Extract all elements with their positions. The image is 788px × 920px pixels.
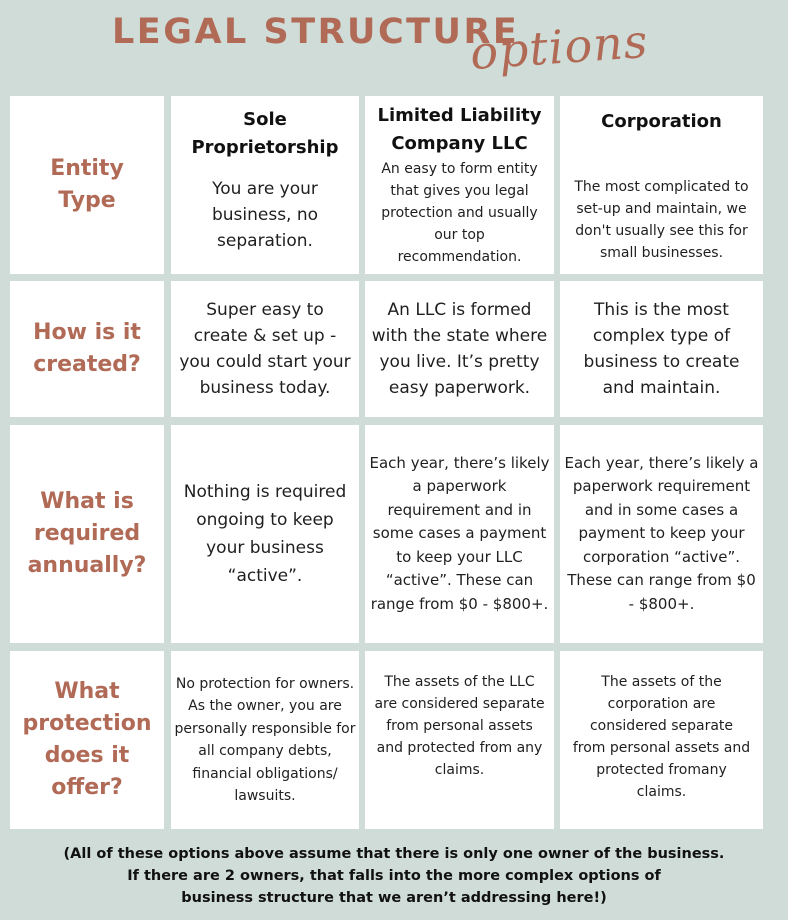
protection-llc-text: The assets of the LLC are considered separate from personal assets and protected from any claims.	[374, 674, 545, 778]
cell-protection-corp	[560, 651, 763, 829]
row-header-annual	[10, 425, 164, 643]
footer-line-2: If there are 2 owners, that falls into the more complex options of	[127, 868, 661, 884]
cell-protection-llc	[365, 651, 554, 829]
created-sole-text: Super easy to create & set up - you could start your business today.	[179, 300, 351, 398]
cell-annual-sole	[171, 425, 359, 643]
row-label-protection: What protection does it offer?	[22, 679, 152, 800]
col-header-corp: Corporation	[601, 111, 722, 132]
footer-line-1: (All of these options above assume that there is only one owner of the business.	[63, 846, 725, 862]
entity-llc-text: An easy to form entity that gives you legal protection and usually our top recommendation.	[381, 161, 538, 265]
row-label-entity: Entity Type	[50, 156, 124, 213]
cell-created-corp	[560, 281, 763, 417]
title	[0, 0, 788, 90]
title-main: LEGAL STRUCTURE	[112, 12, 520, 52]
annual-llc-text: Each year, there’s likely a paperwork requirement and in some cases a payment to keep your LLC “active”. These can range from $0 - $800+.	[369, 453, 550, 613]
col-header-sole: Sole Proprietorship	[191, 109, 339, 158]
cell-entity-llc	[365, 96, 554, 274]
entity-corp-text: The most complicated to set-up and maintain, we don't usually see this for small businesses.	[574, 179, 749, 261]
row-label-created: How is it created?	[33, 320, 141, 377]
row-header-created	[10, 281, 164, 417]
col-header-llc: Limited Liability Company LLC	[377, 105, 542, 154]
annual-sole-text: Nothing is required ongoing to keep your business “active”.	[183, 482, 347, 586]
row-header-entity	[10, 96, 164, 274]
annual-corp-text: Each year, there’s likely a paperwork requirement and in some cases a payment to keep your corporation “active”. These can range from $0 - $800+.	[564, 453, 759, 613]
footer-note	[0, 843, 788, 909]
row-label-annual: What is required annually?	[27, 489, 147, 578]
cell-created-llc	[365, 281, 554, 417]
cell-annual-llc	[365, 425, 554, 643]
created-llc-text: An LLC is formed with the state where you live. It’s pretty easy paperwork.	[371, 300, 548, 398]
footer-line-3: business structure that we aren’t addressing here!)	[181, 890, 607, 906]
cell-protection-sole	[171, 651, 359, 829]
protection-corp-text: The assets of the corporation are considered separate from personal assets and protected fromany claims.	[572, 674, 751, 800]
entity-sole-text: You are your business, no separation.	[211, 179, 319, 251]
title-script: options	[468, 13, 650, 81]
protection-sole-text: No protection for owners. As the owner, you are personally responsible for all company debts, financial obligations/ lawsuits.	[174, 675, 356, 804]
cell-entity-corp	[560, 96, 763, 274]
cell-entity-sole	[171, 96, 359, 274]
created-corp-text: This is the most complex type of business to create and maintain.	[583, 300, 740, 398]
row-header-protection	[10, 651, 164, 829]
cell-annual-corp	[560, 425, 763, 643]
cell-created-sole	[171, 281, 359, 417]
